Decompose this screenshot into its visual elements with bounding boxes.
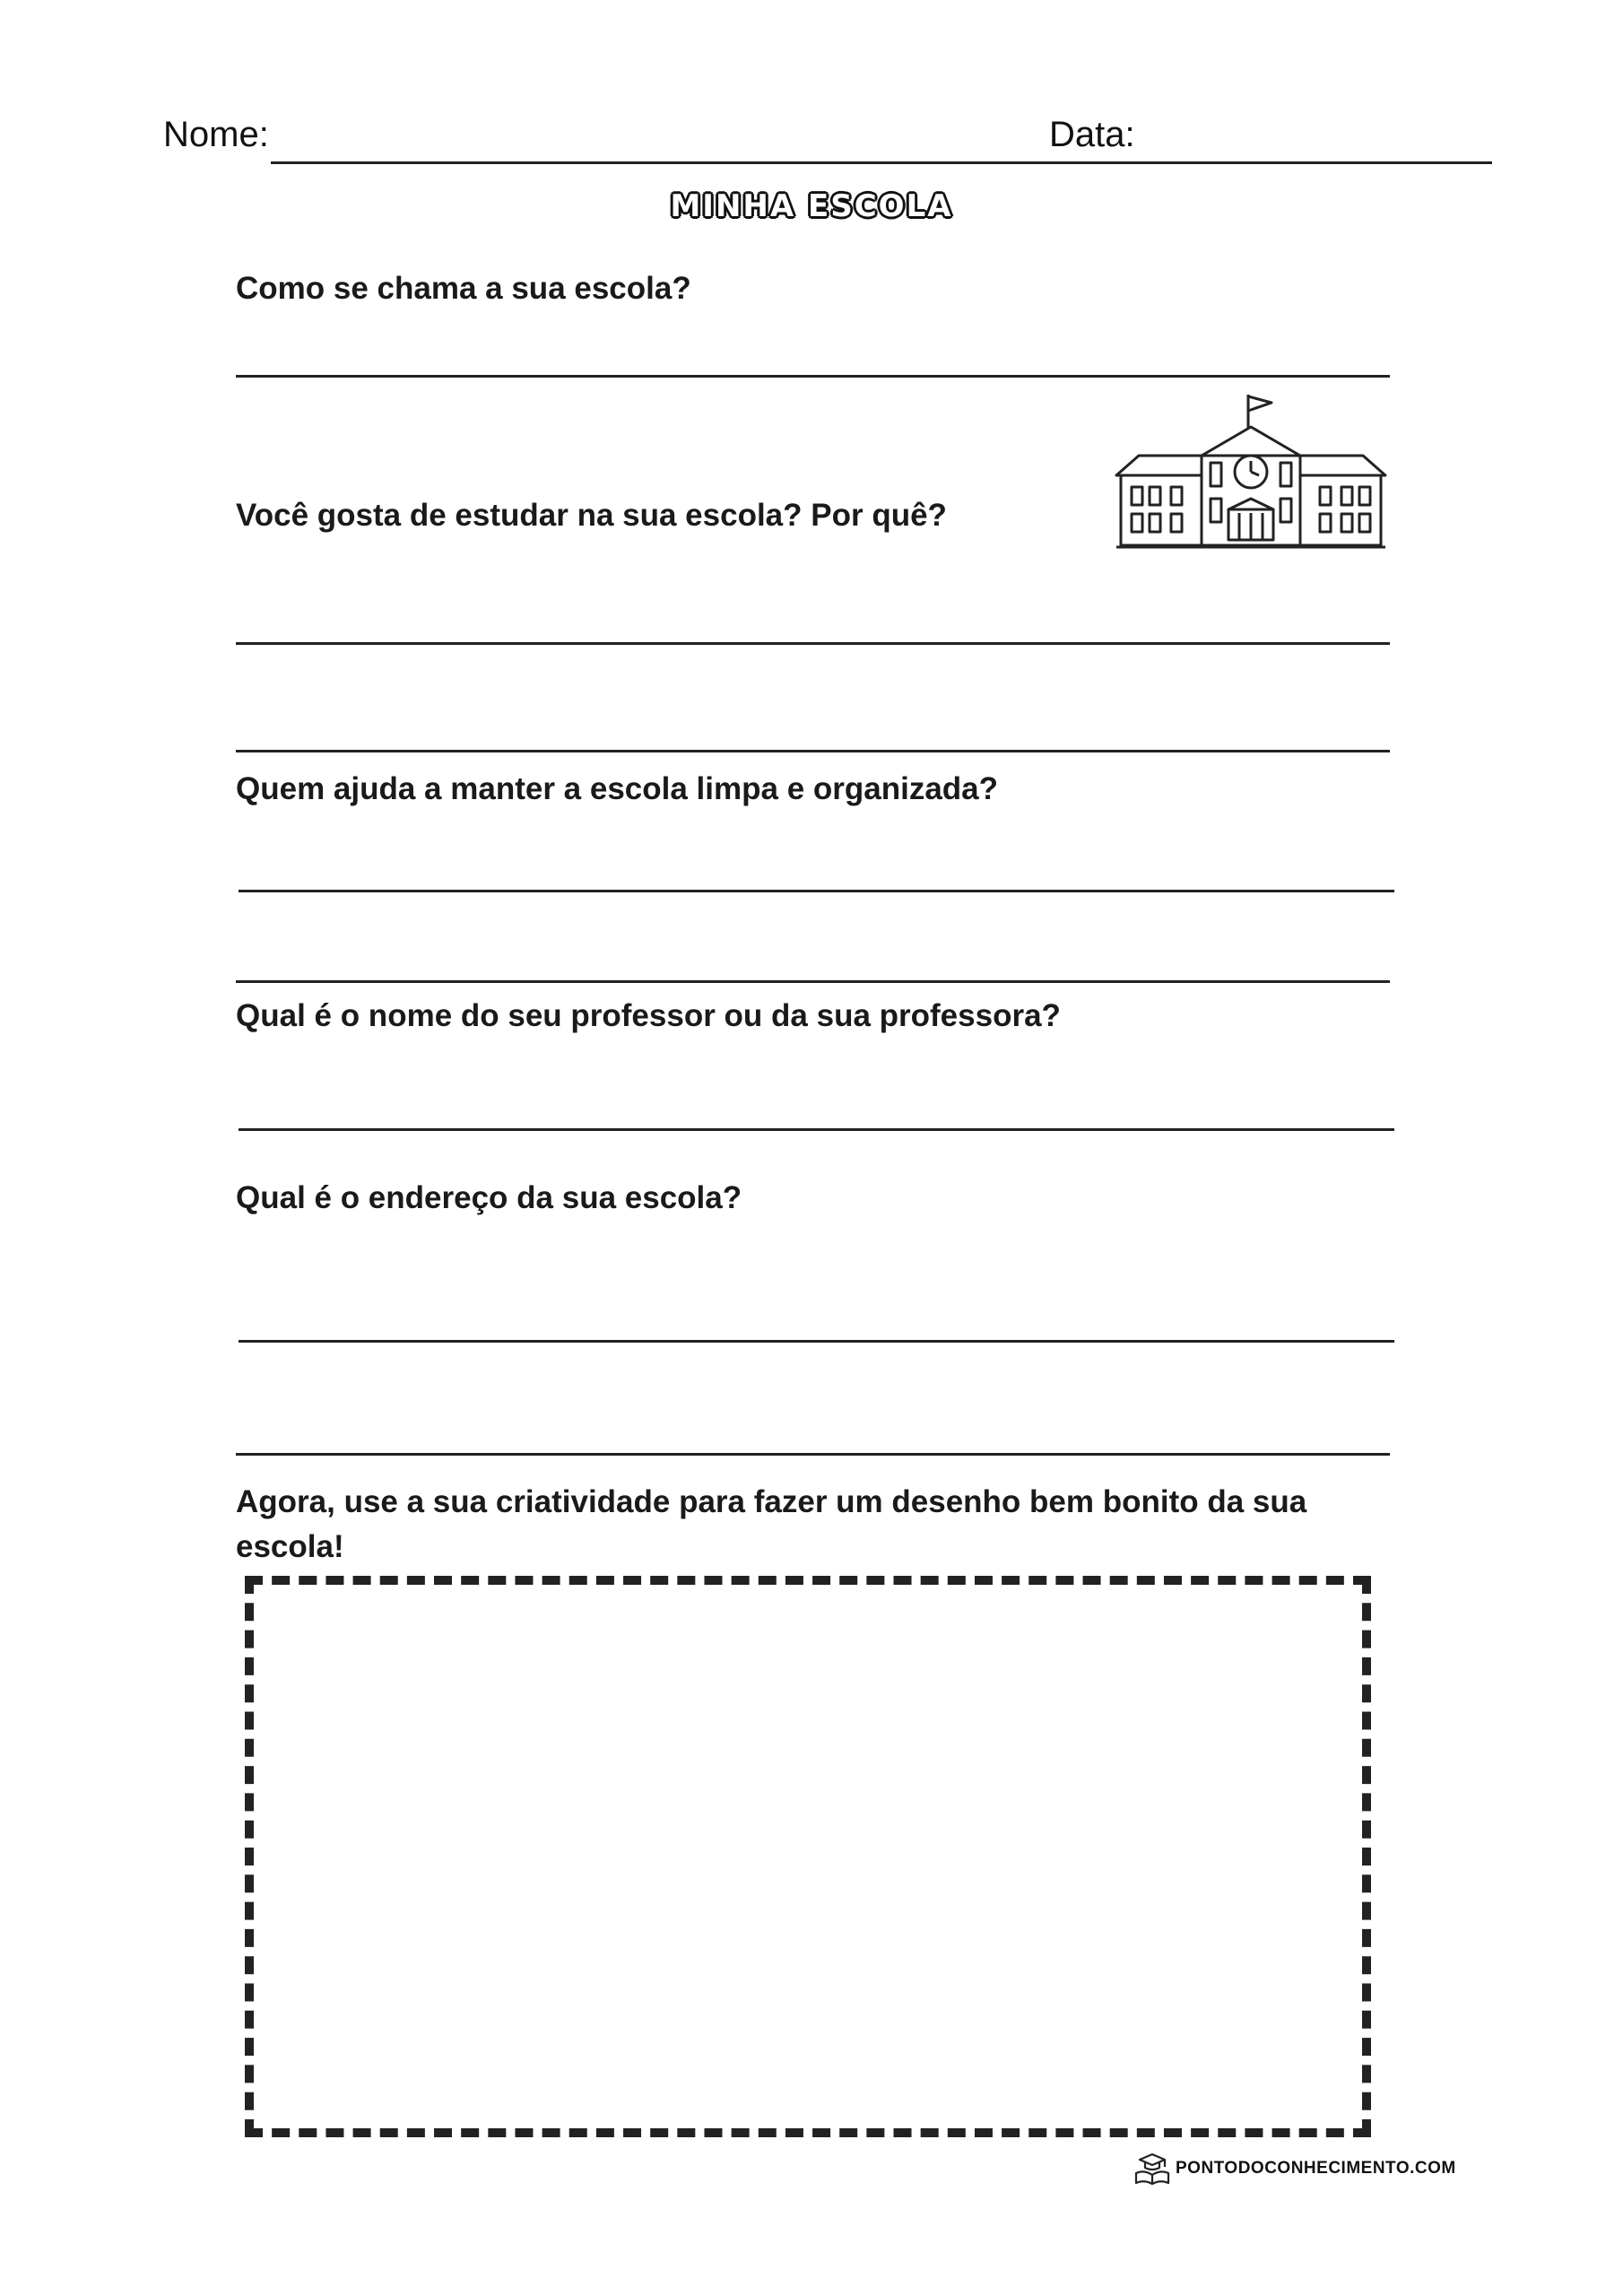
answer-line-3a[interactable] xyxy=(239,890,1394,892)
question-2: Você gosta de estudar na sua escola? Por quê? xyxy=(236,498,947,533)
page-title: MINHA ESCOLA xyxy=(670,188,953,224)
drawing-area[interactable] xyxy=(245,1576,1371,2137)
date-label: Data: xyxy=(1049,115,1135,154)
answer-line-2b[interactable] xyxy=(236,750,1390,752)
question-4: Qual é o nome do seu professor ou da sua professora? xyxy=(236,998,1061,1033)
answer-line-2a[interactable] xyxy=(236,642,1390,645)
name-label: Nome: xyxy=(163,115,269,154)
question-3: Quem ajuda a manter a escola limpa e organizada? xyxy=(236,771,999,806)
footer-logo xyxy=(1134,2151,1456,2187)
answer-line-4[interactable] xyxy=(239,1128,1394,1131)
school-building-icon xyxy=(1112,393,1390,554)
graduation-book-icon xyxy=(1134,2152,1170,2186)
question-1: Como se chama a sua escola? xyxy=(236,271,691,306)
footer-site-text: PONTODOCONHECIMENTO.COM xyxy=(1176,2159,1456,2178)
answer-line-3b[interactable] xyxy=(236,980,1390,983)
answer-line-1[interactable] xyxy=(236,375,1390,378)
date-answer-line[interactable] xyxy=(1040,161,1492,164)
question-5: Qual é o endereço da sua escola? xyxy=(236,1180,742,1215)
name-answer-line[interactable] xyxy=(271,161,1042,164)
answer-line-5a[interactable] xyxy=(239,1340,1394,1343)
answer-line-5b[interactable] xyxy=(236,1453,1390,1456)
question-6: Agora, use a sua criatividade para fazer um desenho bem bonito da sua escola! xyxy=(236,1484,1307,1564)
